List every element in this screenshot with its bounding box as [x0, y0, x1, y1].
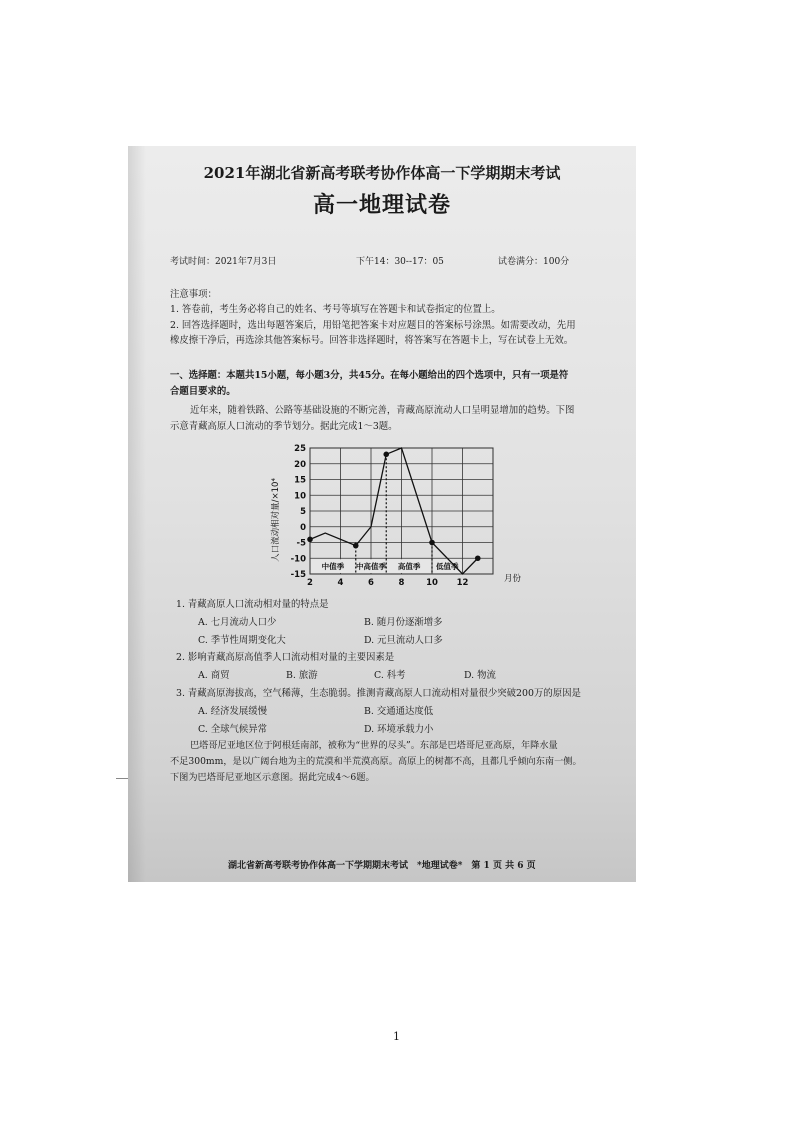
question-2-option-a[interactable]: A. 商贸 — [198, 670, 230, 681]
scan-edge-mark — [116, 778, 128, 779]
y-tick-label: 5 — [300, 507, 306, 517]
page-number: 1 — [393, 1030, 400, 1043]
exam-session: 下午14：30--17：05 — [356, 257, 444, 267]
notes-heading: 注意事项： — [170, 289, 217, 300]
data-point — [429, 540, 435, 546]
y-axis-label: 人口流动相对量/×10⁴ — [271, 478, 281, 562]
data-point — [353, 543, 359, 549]
y-tick-label: 10 — [294, 491, 306, 502]
intro-line-2: 示意青藏高原人口流动的季节划分。据此完成1～3题。 — [170, 421, 398, 432]
x-tick-label: 6 — [368, 578, 374, 588]
data-point — [307, 537, 313, 543]
passage-2-line-3: 下图为巴塔哥尼亚地区示意图。据此完成4～6题。 — [170, 772, 375, 783]
season-label: 高值季 — [397, 562, 421, 572]
question-3-option-c[interactable]: C. 全球气候异常 — [198, 724, 268, 735]
notes-item-2-line-2: 橡皮擦干净后，再选涂其他答案标号。回答非选择题时，将答案写在答题卡上，写在试卷上无效。 — [170, 335, 574, 346]
y-tick-label: 15 — [294, 475, 306, 486]
y-tick-label: 20 — [294, 459, 306, 470]
section1-heading-line-1: 一、选择题：本题共15小题，每小题3分，共45分。在每小题给出的四个选项中，只有一项是符 — [170, 370, 569, 381]
question-3-option-a[interactable]: A. 经济发展缓慢 — [198, 706, 267, 717]
question-1-option-d[interactable]: D. 元旦流动人口多 — [364, 635, 443, 646]
x-tick-label: 2 — [307, 578, 313, 588]
passage-2-line-1: 巴塔哥尼亚地区位于阿根廷南部，被称为“世界的尽头”。东部是巴塔哥尼亚高原，年降水量 — [190, 740, 558, 751]
question-3-stem: 3. 青藏高原海拔高，空气稀薄，生态脆弱。推测青藏高原人口流动相对量很少突破200万的原因是 — [176, 688, 581, 699]
scanned-page — [128, 146, 636, 882]
question-1-option-a[interactable]: A. 七月流动人口少 — [198, 617, 277, 628]
notes-item-1: 1. 答卷前，考生务必将自己的姓名、考号等填写在答题卡和试卷指定的位置上。 — [170, 304, 501, 315]
data-point — [475, 555, 481, 561]
page-footer: 湖北省新高考联考协作体高一下学期期末考试 *地理试卷* 第 1 页 共 6 页 — [228, 861, 536, 871]
exam-time: 考试时间：2021年7月3日 — [170, 257, 277, 267]
x-tick-label: 4 — [337, 578, 344, 588]
population-flow-chart — [268, 438, 538, 590]
question-1-stem: 1. 青藏高原人口流动相对量的特点是 — [176, 599, 329, 610]
question-2-option-b[interactable]: B. 旅游 — [286, 670, 318, 681]
y-tick-label: 0 — [300, 522, 306, 533]
y-tick-label: -15 — [290, 570, 306, 580]
question-1-option-b[interactable]: B. 随月份逐渐增多 — [364, 617, 443, 628]
season-label: 中值季 — [321, 562, 345, 572]
x-tick-label: 8 — [398, 578, 405, 588]
exam-title: 2021年湖北省新高考联考协作体高一下学期期末考试 — [203, 164, 561, 182]
question-2-stem: 2. 影响青藏高原高值季人口流动相对量的主要因素是 — [176, 652, 395, 663]
subject-title: 高一地理试卷 — [312, 192, 451, 218]
y-tick-label: -5 — [296, 538, 306, 549]
data-point — [383, 452, 389, 458]
x-axis-label: 月份 — [504, 574, 522, 584]
season-label: 低值季 — [436, 562, 459, 572]
notes-item-2-line-1: 2. 回答选择题时，选出每题答案后，用铅笔把答案卡对应题目的答案标号涂黑。如需要改动，先用 — [170, 320, 576, 331]
question-3-option-d[interactable]: D. 环境承载力小 — [364, 724, 434, 735]
y-tick-label: -10 — [290, 554, 306, 565]
question-3-option-b[interactable]: B. 交通通达度低 — [364, 706, 434, 717]
intro-line-1: 近年来，随着铁路、公路等基础设施的不断完善，青藏高原流动人口呈明显增加的趋势。下图 — [190, 405, 575, 416]
x-tick-label: 10 — [426, 578, 438, 588]
full-score: 试卷满分：100分 — [498, 257, 570, 267]
passage-2-line-2: 不足300mm，是以广阔台地为主的荒漠和半荒漠高原。高原上的树都不高，且都几乎倾向东南一侧。 — [170, 756, 582, 767]
section1-heading-line-2: 合题目要求的。 — [170, 386, 236, 397]
x-tick-label: 12 — [456, 578, 469, 588]
y-tick-label: 25 — [294, 444, 306, 454]
season-label: 中高值季 — [356, 562, 386, 572]
question-2-option-d[interactable]: D. 物流 — [464, 670, 496, 681]
question-1-option-c[interactable]: C. 季节性周期变化大 — [198, 635, 286, 646]
question-2-option-c[interactable]: C. 科考 — [374, 670, 406, 681]
